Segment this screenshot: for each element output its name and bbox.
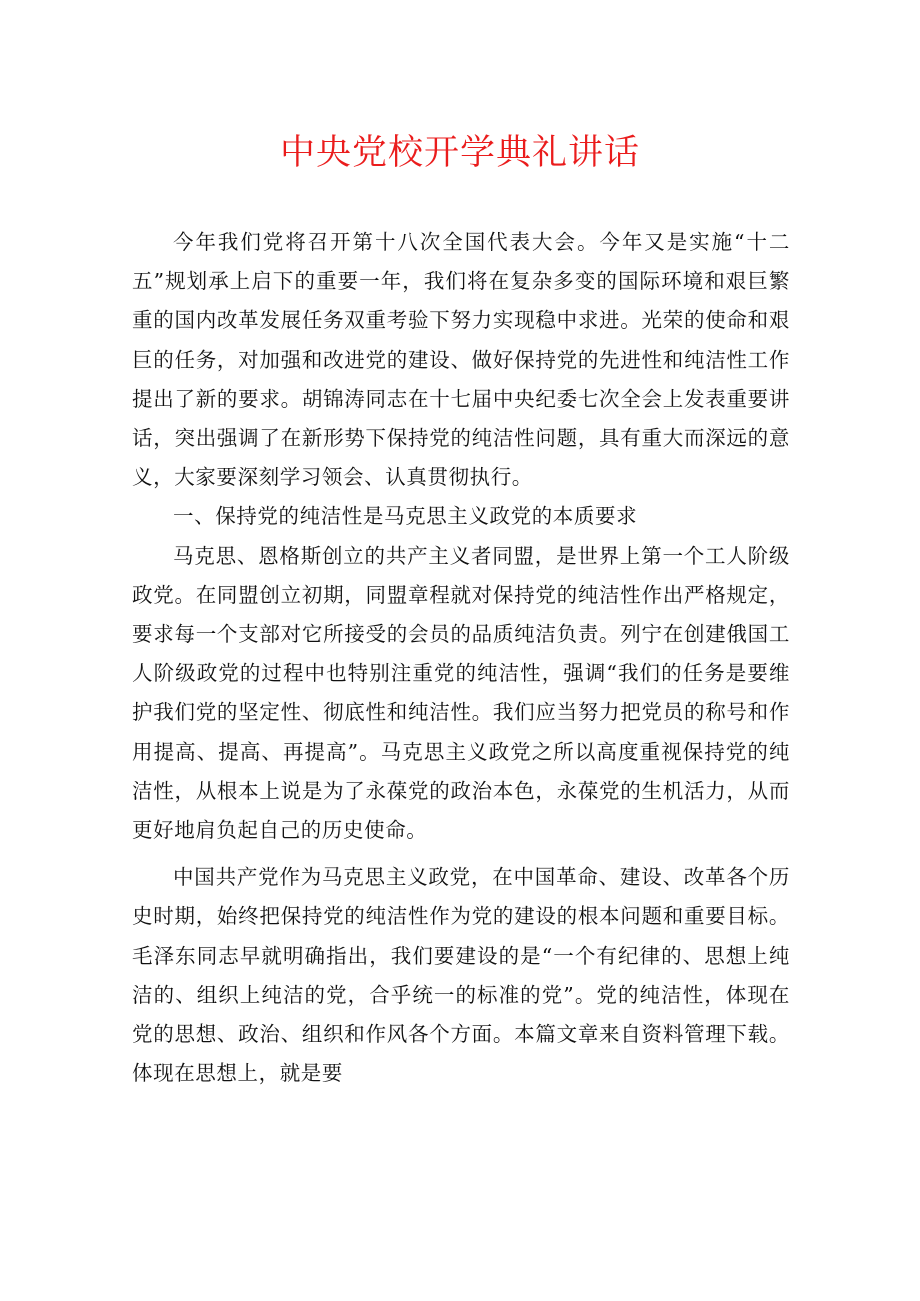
paragraph-marx-engels: 马克思、恩格斯创立的共产主义者同盟，是世界上第一个工人阶级政党。在同盟创立初期，同盟章程就对保持党的纯洁性作出严格规定，要求每一个支部对它所接受的会员的品质纯洁负责。列宁在创建俄国工人阶级政党的过程中也特别注重党的纯洁性，强调“我们的任务是要维护我们党的坚定性、彻底性和纯洁性。我们应当努力把党员的称号和作用提高、提高、再提高”。马克思主义政党之所以高度重视保持党的纯洁性，从根本上说是为了永葆党的政治本色，永葆党的生机活力，从而更好地肩负起自己的历史使命。 xyxy=(132,543,790,843)
document-body xyxy=(132,223,790,1093)
paragraph-cpc: 中国共产党作为马克思主义政党，在中国革命、建设、改革各个历史时期，始终把保持党的纯洁性作为党的建设的根本问题和重要目标。毛泽东同志早就明确指出，我们要建设的是“一个有纪律的、思想上纯洁的、组织上纯洁的党，合乎统一的标准的党”。党的纯洁性，体现在党的思想、政治、组织和作风各个方面。本篇文章来自资料管理下载。体现在思想上，就是要 xyxy=(132,865,790,1086)
paragraph-intro: 今年我们党将召开第十八次全国代表大会。今年又是实施“十二五”规划承上启下的重要一年，我们将在复杂多变的国际环境和艰巨繁重的国内改革发展任务双重考验下努力实现稳中求进。光荣的使命和艰巨的任务，对加强和改进党的建设、做好保持党的先进性和纯洁性工作提出了新的要求。胡锦涛同志在十七届中央纪委七次全会上发表重要讲话，突出强调了在新形势下保持党的纯洁性问题，具有重大而深远的意义，大家要深刻学习领会、认真贯彻执行。 xyxy=(132,230,790,490)
section-heading-1: 一、保持党的纯洁性是马克思主义政党的本质要求 xyxy=(173,504,638,529)
document-title: 中央党校开学典礼讲话 xyxy=(279,133,640,173)
